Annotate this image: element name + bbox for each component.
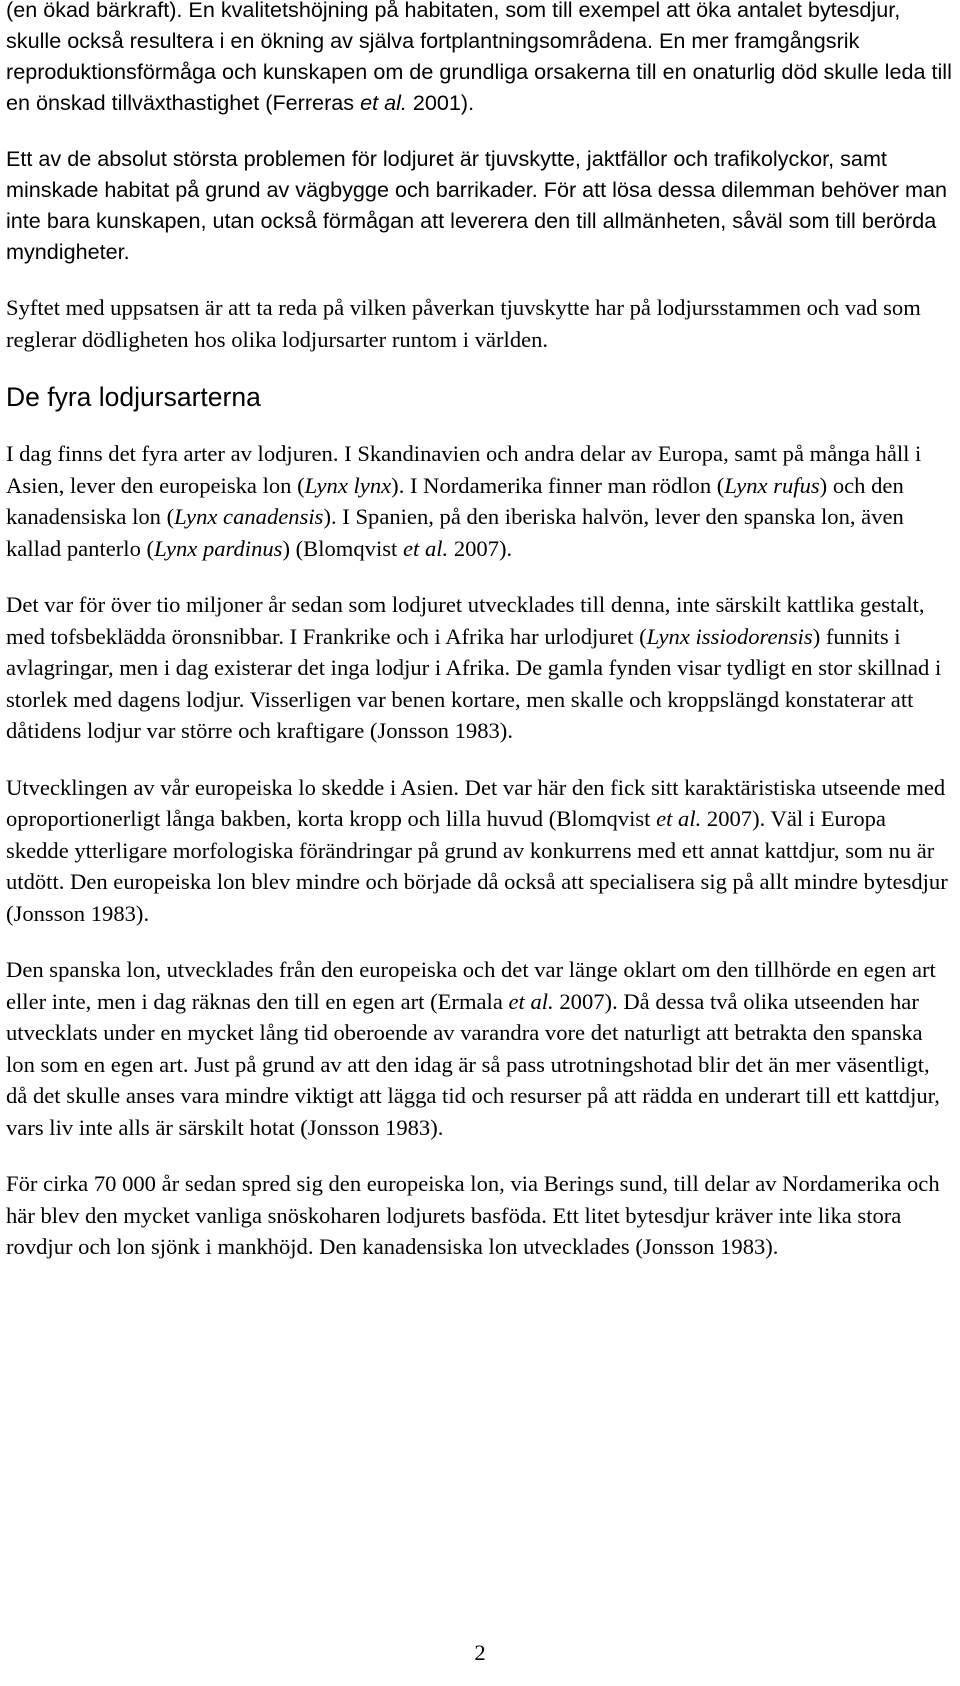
paragraph-canadian-lynx: För cirka 70 000 år sedan spred sig den europeiska lon, via Berings sund, till delar av Nordamerika och här blev den mycket vanliga snöskoharen lodjurets basföda. Ett litet bytesdjur kräver inte lika stora rovdjur och lon sjönk i mankhöjd. Den kanadensiska lon utvecklades (Jonsson 1983). xyxy=(6,1171,940,1259)
paragraph-european-lynx: Utvecklingen av vår europeiska lo skedde i Asien. Det var här den fick sitt karaktäristiska utseende med oproportionerligt långa bakben, korta kropp och lilla huvud (Blomqvist et al. 2007). Väl i Europa skedde ytterligare morfologiska förändringar på grund av konkurrens med ett annat kattdjur, som nu är utdött. Den europeiska lon blev mindre och började då också att specialisera sig på allt mindre bytesdjur (Jonsson 1983). xyxy=(6,774,948,926)
paragraph-purpose: Syftet med uppsatsen är att ta reda på vilken påverkan tjuvskytte har på lodjursstammen och vad som reglerar dödligheten hos olika lodjursarter runtom i världen. xyxy=(6,295,921,352)
page-number: 2 xyxy=(474,1640,486,1665)
paragraph-spanish-lynx: Den spanska lon, utvecklades från den europeiska och det var länge oklart om den tillhörde en egen art eller inte, men i dag räknas den till en egen art (Ermala et al. 2007). Då dessa två olika utseenden har utvecklats under en mycket lång tid oberoende av varandra vore det naturligt att betrakta den spanska lon som en egen art. Just på grund av att den idag är så pass utrotningshotad blir det än mer väsentligt, då det skulle anses vara mindre viktigt att lägga tid och resurser på att rädda en underart till ett kattdjur, vars liv inte alls är särskilt hotat (Jonsson 1983). xyxy=(6,957,940,1140)
paragraph-intro-continuation: (en ökad bärkraft). En kvalitetshöjning på habitaten, som till exempel att öka antalet bytesdjur, skulle också resultera i en ökning av själva fortplantningsområdena. En mer framgångsrik reproduktionsförmåga och kunskapen om de grundliga orsakerna till en onaturlig död skulle leda till en önskad tillväxthastighet (Ferreras et al. 2001). xyxy=(6,0,952,115)
section-heading: De fyra lodjursarterna xyxy=(6,382,261,412)
paragraph-problems: Ett av de absolut största problemen för lodjuret är tjuvskytte, jaktfällor och trafikolyckor, samt minskade habitat på grund av vägbygge och barrikader. För att lösa dessa dilemman behöver man inte bara kunskapen, utan också förmågan att leverera den till allmänheten, såväl som till berörda myndigheter. xyxy=(6,146,948,264)
paragraph-four-species: I dag finns det fyra arter av lodjuren. I Skandinavien och andra delar av Europa, samt på många håll i Asien, lever den europeiska lon (Lynx lynx). I Nordamerika finner man rödlon (Lynx rufus) och den kanadensiska lon (Lynx canadensis). I Spanien, på den iberiska halvön, lever den spanska lon, även kallad panterlo (Lynx pardinus) (Blomqvist et al. 2007). xyxy=(6,441,922,561)
paragraph-evolution-history: Det var för över tio miljoner år sedan som lodjuret utvecklades till denna, inte särskilt kattlika gestalt, med tofsbeklädda öronsnibbar. I Frankrike och i Afrika har urlodjuret (Lynx issiodorensis) funnits i avlagringar, men i dag existerar det inga lodjur i Afrika. De gamla fynden visar tydligt en stor skillnad i storlek med dagens lodjur. Visserligen var benen kortare, men skalle och kroppslängd konstaterar att dåtidens lodjur var större och kraftigare (Jonsson 1983). xyxy=(6,592,942,743)
